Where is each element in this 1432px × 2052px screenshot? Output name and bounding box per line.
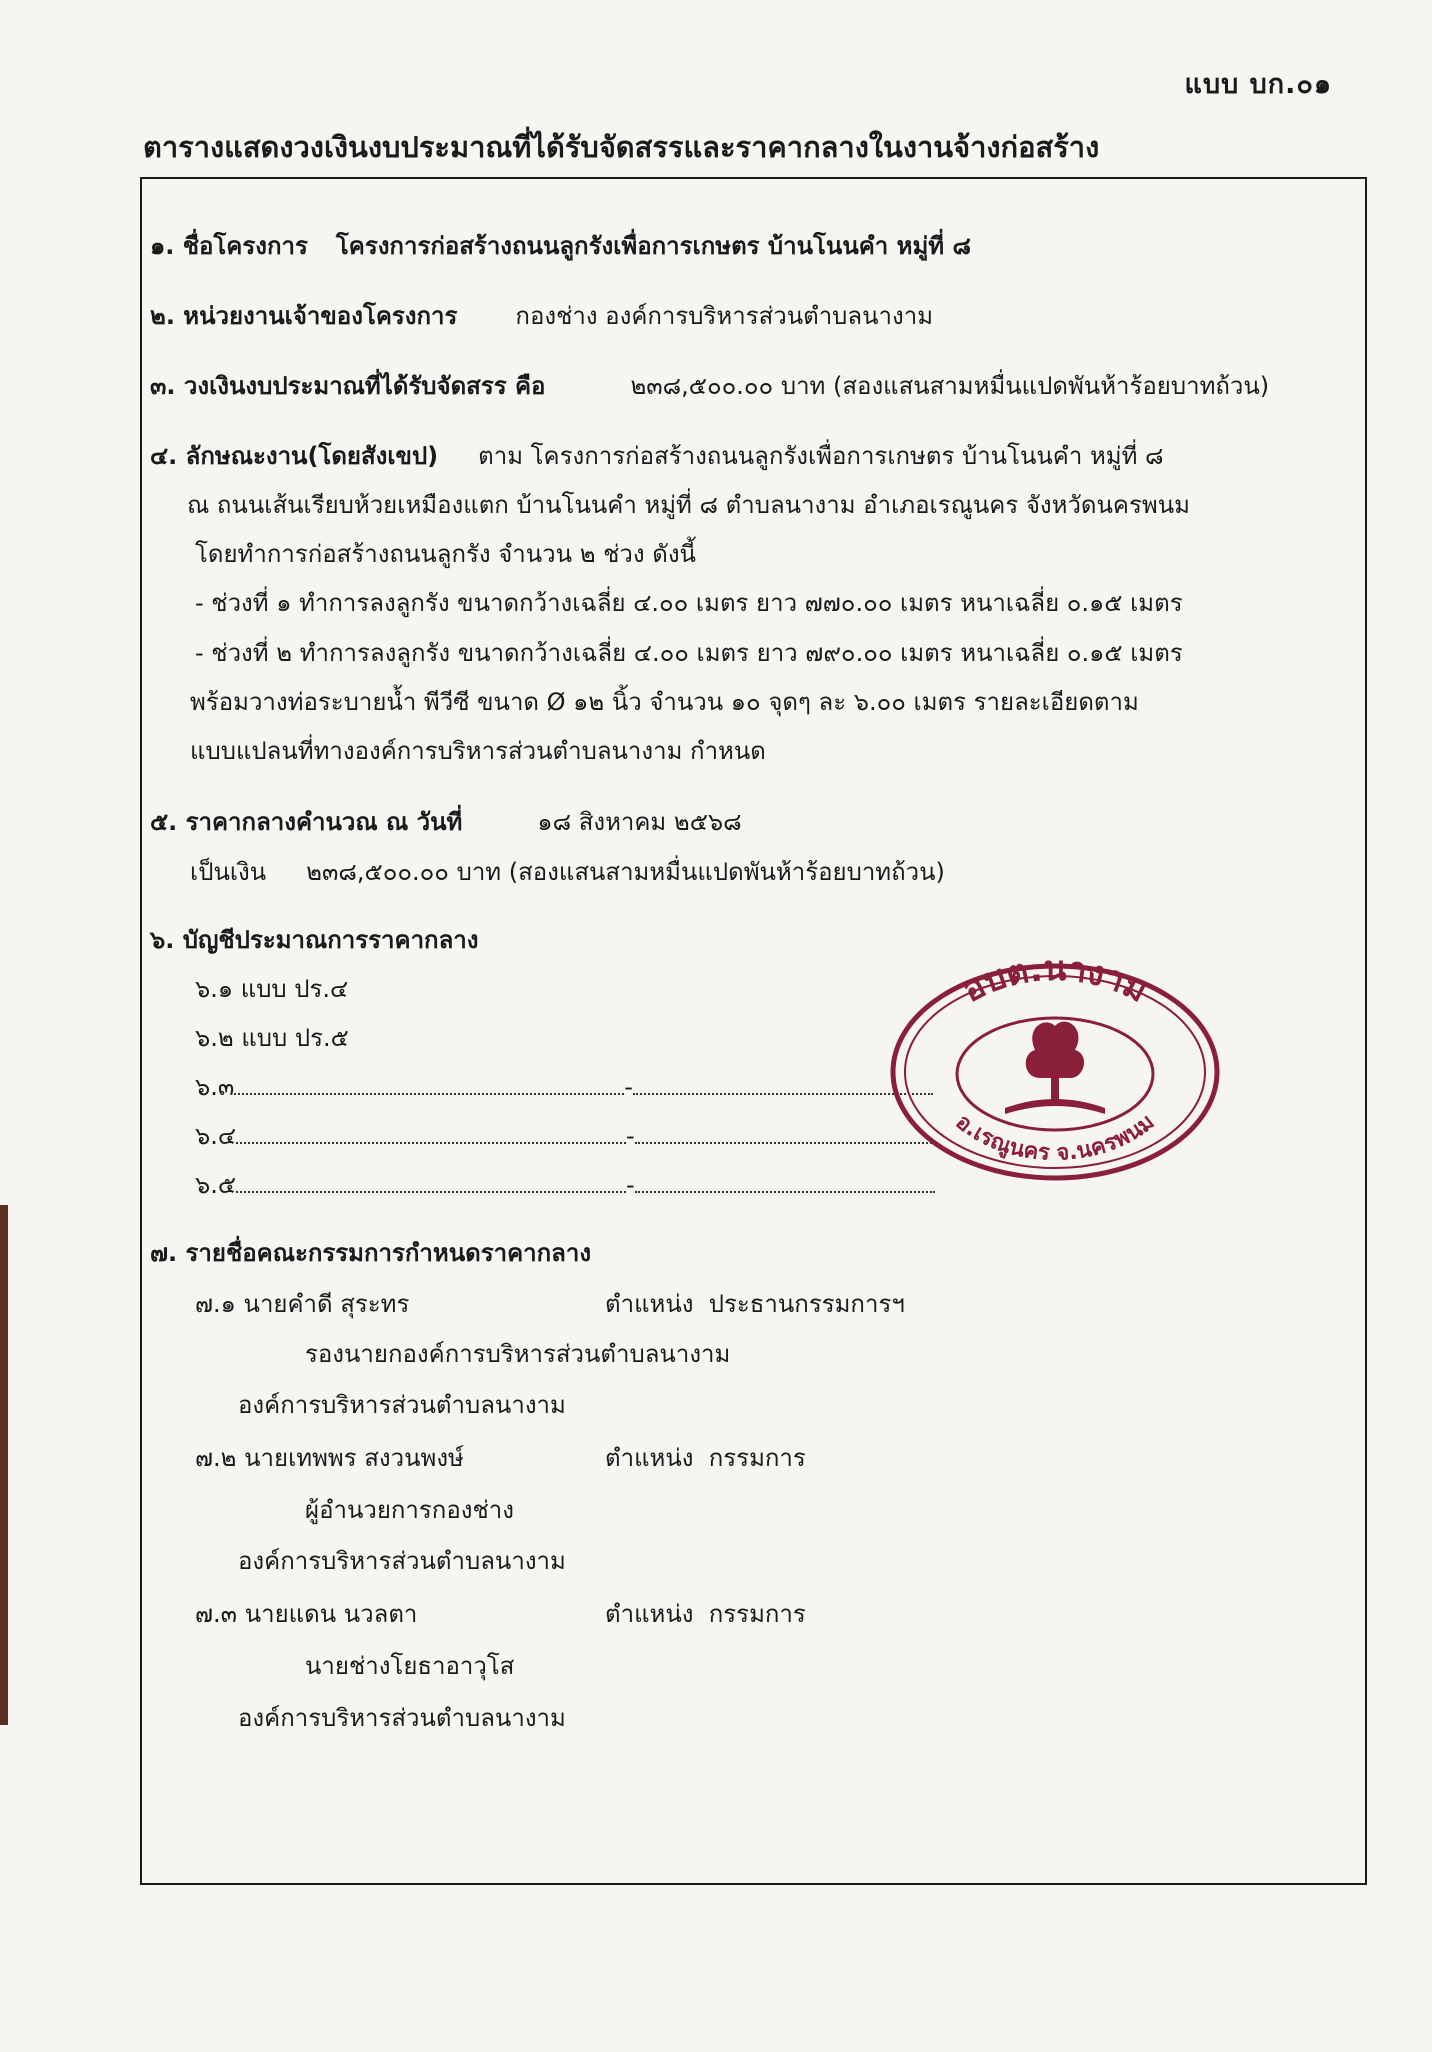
member-2-position: ตำแหน่ง กรรมการ <box>605 1444 806 1472</box>
member-1-position: ตำแหน่ง ประธานกรรมการฯ <box>605 1290 905 1318</box>
emblem-icon <box>1005 1022 1105 1114</box>
section-5-label: ๕. ราคากลางคำนวณ ณ วันที่ <box>150 808 463 836</box>
work-line-7: แบบแปลนที่ทางองค์การบริหารส่วนตำบลนางาม กำหนด <box>190 737 766 765</box>
section-3-label: ๓. วงเงินงบประมาณที่ได้รับจัดสรร คือ <box>150 372 546 400</box>
member-3-title: นายช่างโยธาอาวุโส <box>305 1652 515 1680</box>
member-3-name: ๗.๓ นายแดน นวลตา <box>195 1600 418 1628</box>
section-4-header <box>150 440 1164 472</box>
budget-words: (สองแสนสามหมื่นแปดพันห้าร้อยบาทถ้วน) <box>833 372 1270 400</box>
budget-amount: ๒๓๘,๕๐๐.๐๐ <box>630 372 774 400</box>
project-owner: กองช่าง องค์การบริหารส่วนตำบลนางาม <box>515 302 934 330</box>
stamp-bottom-text: อ.เรณูนคร จ.นครพนม <box>950 1109 1160 1166</box>
estimate-item-4: ๖.๔ - <box>195 1120 935 1152</box>
section-3 <box>150 370 1269 402</box>
member-1-title: รองนายกองค์การบริหารส่วนตำบลนางาม <box>305 1340 731 1368</box>
form-code: แบบ บก.๐๑ <box>1184 69 1332 100</box>
work-line-2: ณ ถนนเส้นเรียบห้วยเหมืองแตก บ้านโนนคำ หมู่ที่ ๘ ตำบลนางาม อำเภอเรณูนคร จังหวัดนครพนม <box>187 491 1190 519</box>
work-line-5: - ช่วงที่ ๒ ทำการลงลูกรัง ขนาดกว้างเฉลี่ย ๔.๐๐ เมตร ยาว ๗๙๐.๐๐ เมตร หนาเฉลี่ย ๐.๑๕ เมตร <box>195 639 1183 667</box>
official-stamp <box>885 958 1225 1186</box>
section-6-label: ๖. บัญชีประมาณการราคากลาง <box>150 926 479 954</box>
section-2 <box>150 300 933 332</box>
estimate-item-1: ๖.๑ แบบ ปร.๔ <box>195 975 349 1003</box>
work-line-3: โดยทำการก่อสร้างถนนลูกรัง จำนวน ๒ ช่วง ดังนี้ <box>195 540 696 568</box>
member-3-position: ตำแหน่ง กรรมการ <box>605 1600 806 1628</box>
price-amount: ๒๓๘,๕๐๐.๐๐ <box>306 858 449 886</box>
member-2-org: องค์การบริหารส่วนตำบลนางาม <box>238 1547 566 1575</box>
section-2-label: ๒. หน่วยงานเจ้าของโครงการ <box>150 302 458 330</box>
estimate-item-5: ๖.๕ - <box>195 1169 935 1201</box>
member-1-name: ๗.๑ นายคำดี สุระทร <box>195 1290 410 1318</box>
price-amount-line <box>190 856 945 888</box>
member-2-title: ผู้อำนวยการกองช่าง <box>305 1496 514 1524</box>
work-line-1: ตาม โครงการก่อสร้างถนนลูกรังเพื่อการเกษตร บ้านโนนคำ หมู่ที่ ๘ <box>478 442 1164 470</box>
section-1 <box>150 230 971 262</box>
estimate-item-2: ๖.๒ แบบ ปร.๕ <box>195 1024 349 1052</box>
budget-unit: บาท <box>780 372 826 400</box>
section-7-label: ๗. รายชื่อคณะกรรมการกำหนดราคากลาง <box>150 1239 592 1267</box>
scan-edge-shadow <box>0 1205 8 1725</box>
work-line-6: พร้อมวางท่อระบายน้ำ พีวีซี ขนาด Ø ๑๒ นิ้ว จำนวน ๑๐ จุดๆ ละ ๖.๐๐ เมตร รายละเอียดตาม <box>190 688 1139 716</box>
member-2-name: ๗.๒ นายเทพพร สงวนพงษ์ <box>195 1444 464 1472</box>
estimate-item-3: ๖.๓ - <box>195 1071 933 1103</box>
price-unit: บาท <box>456 858 502 886</box>
section-5 <box>150 806 742 838</box>
section-4-label: ๔. ลักษณะงาน(โดยสังเขป) <box>150 442 439 470</box>
work-line-4: - ช่วงที่ ๑ ทำการลงลูกรัง ขนาดกว้างเฉลี่ย ๔.๐๐ เมตร ยาว ๗๗๐.๐๐ เมตร หนาเฉลี่ย ๐.๑๕ เมตร <box>195 589 1183 617</box>
price-prefix: เป็นเงิน <box>190 858 267 886</box>
member-1-org: องค์การบริหารส่วนตำบลนางาม <box>238 1391 566 1419</box>
price-date: ๑๘ สิงหาคม ๒๕๖๘ <box>537 808 742 836</box>
section-1-label: ๑. ชื่อโครงการ <box>150 232 308 260</box>
project-name: โครงการก่อสร้างถนนลูกรังเพื่อการเกษตร บ้านโนนคำ หมู่ที่ ๘ <box>335 232 971 260</box>
stamp-top-text: อบต.นางาม <box>955 958 1155 1011</box>
document-title: ตารางแสดงวงเงินงบประมาณที่ได้รับจัดสรรและราคากลางในงานจ้างก่อสร้าง <box>143 130 1100 164</box>
member-3-org: องค์การบริหารส่วนตำบลนางาม <box>238 1704 566 1732</box>
price-words: (สองแสนสามหมื่นแปดพันห้าร้อยบาทถ้วน) <box>508 858 945 886</box>
